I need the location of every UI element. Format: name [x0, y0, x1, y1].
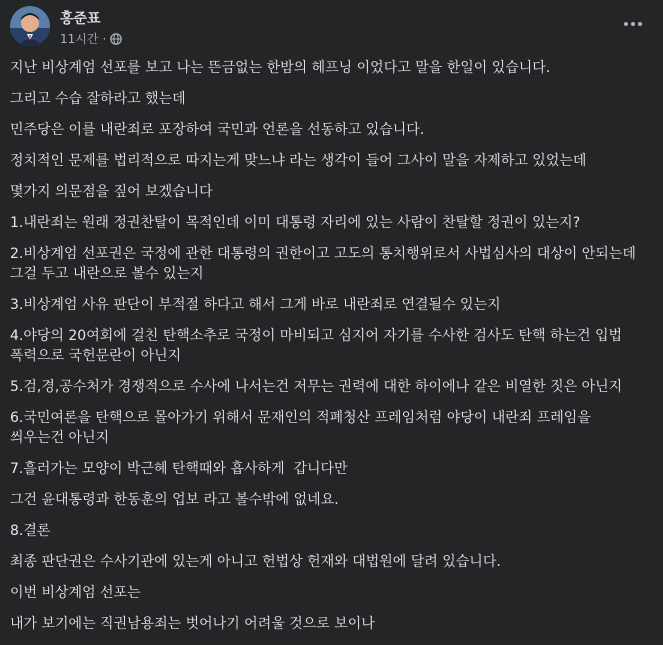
more-options-button[interactable] — [619, 14, 647, 34]
post-paragraph: 민주당은 이를 내란죄로 포장하여 국민과 언론을 선동하고 있습니다. — [10, 122, 425, 138]
post-paragraph: 6.국민여론을 탄핵으로 몰아가기 위해서 문재인의 적폐청산 프레임처럼 야당이 내란죄 프레임을 씌우는건 아닌지 — [10, 410, 596, 446]
post-paragraph: 그건 윤대통령과 한동훈의 업보 라고 볼수밖에 없네요. — [10, 492, 339, 508]
post-paragraph: 2.비상계엄 선포권은 국정에 관한 대통령의 권한이고 고도의 통치행위로서 사법심사의 대상이 안되는데 그걸 두고 내란으로 볼수 있는지 — [10, 246, 641, 282]
post-paragraph: 3.비상계엄 사유 판단이 부적절 하다고 해서 그게 바로 내란죄로 연결될수 있는지 — [10, 297, 501, 313]
author-name[interactable]: 홍준표 — [60, 11, 101, 27]
post-paragraph: 7.흘러가는 모양이 박근혜 탄핵때와 흡사하게 갑니다만 — [10, 461, 348, 477]
post-paragraph: 그리고 수습 잘하라고 했는데 — [10, 91, 186, 107]
author-avatar[interactable] — [10, 6, 50, 46]
post-paragraph: 4.야당의 20여회에 걸친 탄핵소추로 국정이 마비되고 심지어 자기를 수사한 검사도 탄핵 하는건 입법 폭력으로 국헌문란이 아닌지 — [10, 328, 627, 364]
post-paragraph: 5.검,경,공수처가 경쟁적으로 수사에 나서는건 저무는 권력에 대한 하이에나 같은 비열한 짓은 아닌지 — [10, 379, 623, 395]
post-paragraph: 지난 비상계엄 선포를 보고 나는 뜬금없는 한밤의 헤프닝 이었다고 말을 한일이 있습니다. — [10, 60, 551, 76]
avatar-image — [10, 6, 50, 46]
post-timestamp[interactable]: 11시간 — [60, 32, 99, 46]
post-header — [10, 6, 653, 50]
post-paragraph: 1.내란죄는 원래 정권찬탈이 목적인데 이미 대통령 자리에 있는 사람이 찬탈할 정권이 있는지? — [10, 215, 581, 231]
more-horizontal-icon — [623, 21, 643, 27]
meta-separator: · — [102, 31, 107, 46]
post-paragraph: 8.결론 — [10, 523, 51, 539]
post-paragraph: 정치적인 문제를 법리적으로 따지는게 맞느냐 라는 생각이 들어 그사이 말을 자제하고 있었는데 — [10, 153, 587, 169]
post-paragraph: 이번 비상계엄 선포는 — [10, 585, 141, 601]
post-paragraph: 몇가지 의문점을 짚어 보겠습니다 — [10, 184, 213, 200]
globe-icon[interactable] — [110, 33, 122, 45]
post-paragraph: 내가 보기에는 직권남용죄는 벗어나기 어려울 것으로 보이나 — [10, 616, 375, 632]
post-body — [10, 58, 648, 645]
post-meta — [60, 30, 122, 47]
post-paragraph: 최종 판단권은 수사기관에 있는게 아니고 헌법상 헌재와 대법원에 달려 있습니다. — [10, 554, 501, 570]
